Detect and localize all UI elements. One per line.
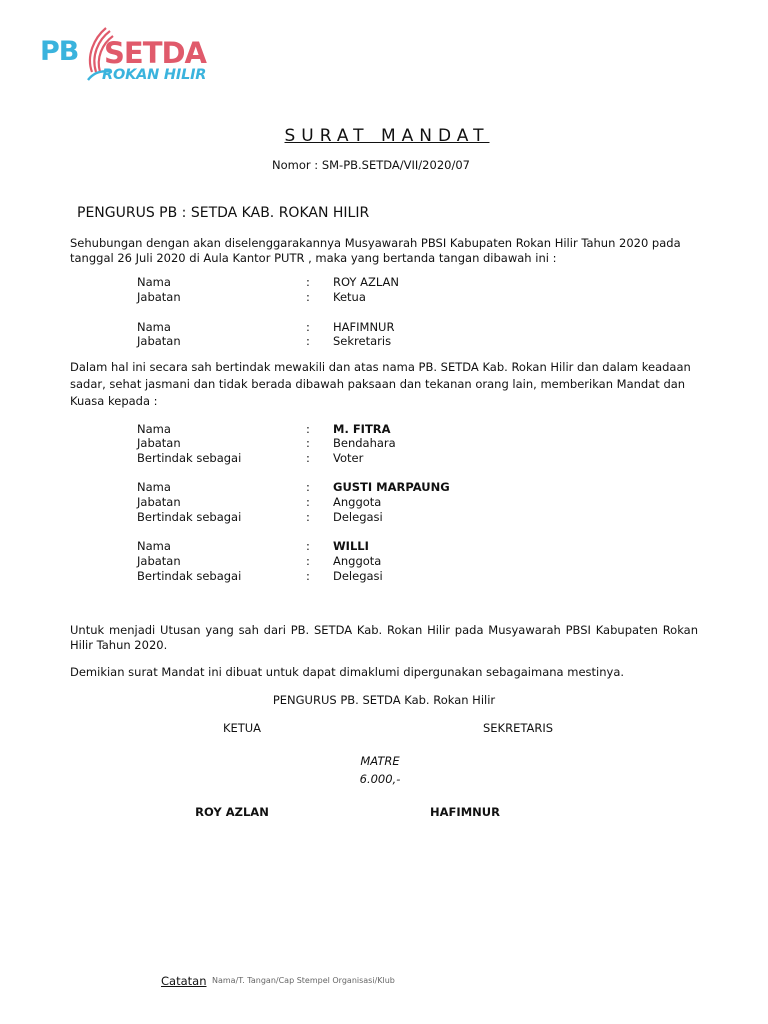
- delegate-3-position: Anggota: [333, 554, 382, 568]
- logo-rokan-hilir-text: ROKAN HILIR: [102, 67, 207, 83]
- catatan-label: Catatan: [161, 974, 207, 988]
- document-number: Nomor : SM-PB.SETDA/VII/2020/07: [272, 158, 470, 172]
- signature-sekretaris-label: SEKRETARIS: [482, 721, 554, 735]
- delegate-2-position: Anggota: [333, 495, 382, 509]
- delegate-2-role: Delegasi: [333, 510, 383, 524]
- delegate-1-position: Bendahara: [333, 436, 396, 450]
- field-label: Nama: [137, 539, 171, 553]
- delegate-1-nama-row: [0, 422, 768, 437]
- delegate-2-jabatan-row: [0, 495, 768, 510]
- field-label: Jabatan: [137, 334, 181, 348]
- intro-paragraph: Sehubungan dengan akan diselenggarakannya Musyawarah PBSI Kabupaten Rokan Hilir Tahun 2020 pada tanggal 26 Juli 2020 di Aula Kantor PUTR , maka yang bertanda tangan dibawah ini :: [70, 236, 681, 265]
- field-separator: :: [306, 275, 310, 289]
- signer-2-position: Sekretaris: [333, 334, 392, 348]
- logo-setda-text: SETDA: [104, 36, 206, 70]
- logo-pb-text: PB: [40, 36, 79, 67]
- purpose-paragraph: Untuk menjadi Utusan yang sah dari PB. SETDA Kab. Rokan Hilir pada Musyawarah PBSI Kabupaten Rokan Hilir Tahun 2020.: [70, 623, 698, 652]
- field-separator: :: [306, 569, 310, 583]
- signer-1-nama-row: [0, 275, 768, 290]
- signer-2-name: HAFIMNUR: [333, 320, 395, 334]
- signature-ketua-label: KETUA: [222, 721, 262, 735]
- field-separator: :: [306, 334, 310, 348]
- signer-2-nama-row: [0, 320, 768, 335]
- mandate-paragraph: Dalam hal ini secara sah bertindak mewakili dan atas nama PB. SETDA Kab. Rokan Hilir dan dalam keadaan sadar, sehat jasmani dan tidak berada dibawah paksaan dan tekanan orang lain, memberikan Mandat dan Kuasa kepada :: [70, 360, 691, 408]
- signer-1-position: Ketua: [333, 290, 366, 304]
- field-separator: :: [306, 451, 310, 465]
- field-label: Jabatan: [137, 290, 181, 304]
- delegate-3-jabatan-row: [0, 554, 768, 569]
- delegate-2-nama-row: [0, 480, 768, 495]
- signature-ketua-name: ROY AZLAN: [195, 805, 269, 819]
- closing-paragraph: Demikian surat Mandat ini dibuat untuk dapat dimaklumi dipergunakan sebagaimana mestinya.: [70, 665, 625, 679]
- field-separator: :: [306, 290, 310, 304]
- delegate-3-role: Delegasi: [333, 569, 383, 583]
- catatan-note: Nama/T. Tangan/Cap Stempel Organisasi/Klub: [212, 976, 395, 985]
- delegate-3-role-row: [0, 569, 768, 584]
- field-separator: :: [306, 510, 310, 524]
- field-separator: :: [306, 539, 310, 553]
- field-label: Jabatan: [137, 495, 181, 509]
- field-label: Jabatan: [137, 436, 181, 450]
- delegate-2-role-row: [0, 510, 768, 525]
- field-label: Jabatan: [137, 554, 181, 568]
- delegate-1-role-row: [0, 451, 768, 466]
- field-label: Nama: [137, 320, 171, 334]
- field-separator: :: [306, 495, 310, 509]
- pengurus-heading: PENGURUS PB : SETDA KAB. ROKAN HILIR: [77, 205, 370, 221]
- document-title-text: SURAT MANDAT: [284, 126, 490, 146]
- signer-1-name: ROY AZLAN: [333, 275, 399, 289]
- delegate-3-nama-row: [0, 539, 768, 554]
- document-title: [0, 126, 768, 146]
- field-label: Nama: [137, 275, 171, 289]
- field-separator: :: [306, 422, 310, 436]
- delegate-1-role: Voter: [333, 451, 364, 465]
- field-separator: :: [306, 436, 310, 450]
- delegate-2-name: GUSTI MARPAUNG: [333, 480, 450, 494]
- signer-2-jabatan-row: [0, 334, 768, 349]
- organization-logo: [40, 26, 210, 86]
- field-label: Bertindak sebagai: [137, 510, 242, 524]
- field-label: Nama: [137, 422, 171, 436]
- delegate-1-jabatan-row: [0, 436, 768, 451]
- materai-value: 6.000,-: [359, 772, 401, 786]
- field-separator: :: [306, 554, 310, 568]
- field-separator: :: [306, 320, 310, 334]
- field-label: Nama: [137, 480, 171, 494]
- delegate-3-name: WILLI: [333, 539, 369, 553]
- signature-organization: PENGURUS PB. SETDA Kab. Rokan Hilir: [272, 693, 496, 707]
- field-label: Bertindak sebagai: [137, 569, 242, 583]
- signer-1-jabatan-row: [0, 290, 768, 305]
- field-separator: :: [306, 480, 310, 494]
- delegate-1-name: M. FITRA: [333, 422, 391, 436]
- field-label: Bertindak sebagai: [137, 451, 242, 465]
- signature-sekretaris-name: HAFIMNUR: [430, 805, 500, 819]
- materai-label: MATRE: [360, 754, 400, 768]
